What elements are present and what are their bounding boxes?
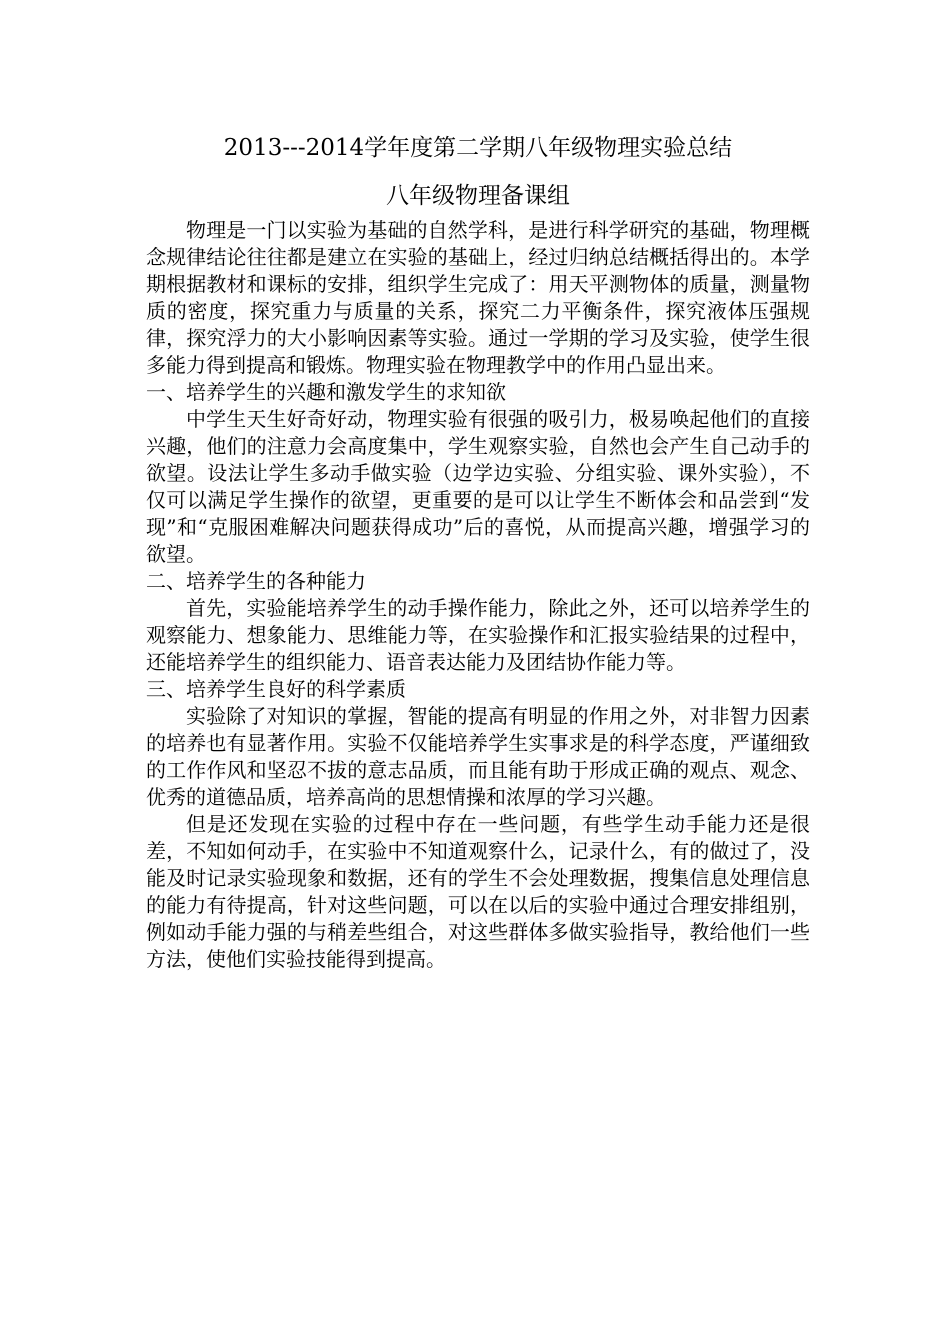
document-title: 2013---2014学年度第二学期八年级物理实验总结 bbox=[223, 135, 733, 161]
document-author: 八年级物理备课组 bbox=[386, 183, 570, 209]
section-heading-1: 一、培养学生的兴趣和激发学生的求知欲 bbox=[146, 380, 506, 404]
document-page bbox=[146, 131, 810, 973]
section-heading-2: 二、培养学生的各种能力 bbox=[146, 569, 366, 593]
intro-paragraph: 物理是一门以实验为基础的自然学科，是进行科学研究的基础，物理概念规律结论往往都是建立在实验的基础上，经过归纳总结概括得出的。本学期根据教材和课标的安排，组织学生完成了：用天平测物体的质量，测量物质的密度，探究重力与质量的关系，探究二力平衡条件，探究液体压强规律，探究浮力的大小影响因素等实验。通过一学期的学习及实验，使学生很多能力得到提高和锻炼。物理实验在物理教学中的作用凸显出来。 bbox=[146, 218, 810, 377]
section-body-2: 首先，实验能培养学生的动手操作能力，除此之外，还可以培养学生的观察能力、想象能力、思维能力等，在实验操作和汇报实验结果的过程中，还能培养学生的组织能力、语音表达能力及团结协作能力等。 bbox=[146, 596, 810, 674]
section-body-3: 实验除了对知识的掌握，智能的提高有明显的作用之外，对非智力因素的培养也有显著作用。实验不仅能培养学生实事求是的科学态度，严谨细致的工作作风和坚忍不拔的意志品质，而且能有助于形成正确的观点、观念、优秀的道德品质，培养高尚的思想情操和浓厚的学习兴趣。 bbox=[146, 704, 810, 809]
section-body-1: 中学生天生好奇好动，物理实验有很强的吸引力，极易唤起他们的直接兴趣，他们的注意力会高度集中，学生观察实验，自然也会产生自己动手的欲望。设法让学生多动手做实验（边学边实验、分组实验、课外实验），不仅可以满足学生操作的欲望，更重要的是可以让学生不断体会和品尝到“发现”和“克服困难解决问题获得成功”后的喜悦，从而提高兴趣，增强学习的欲望。 bbox=[146, 407, 810, 566]
section-heading-3: 三、培养学生良好的科学素质 bbox=[146, 677, 406, 701]
conclusion-paragraph: 但是还发现在实验的过程中存在一些问题，有些学生动手能力还是很差，不知如何动手，在实验中不知道观察什么，记录什么，有的做过了，没能及时记录实验现象和数据，还有的学生不会处理数据，搜集信息处理信息的能力有待提高，针对这些问题，可以在以后的实验中通过合理安排组别，例如动手能力强的与稍差些组合，对这些群体多做实验指导，教给他们一些方法，使他们实验技能得到提高。 bbox=[146, 812, 810, 971]
